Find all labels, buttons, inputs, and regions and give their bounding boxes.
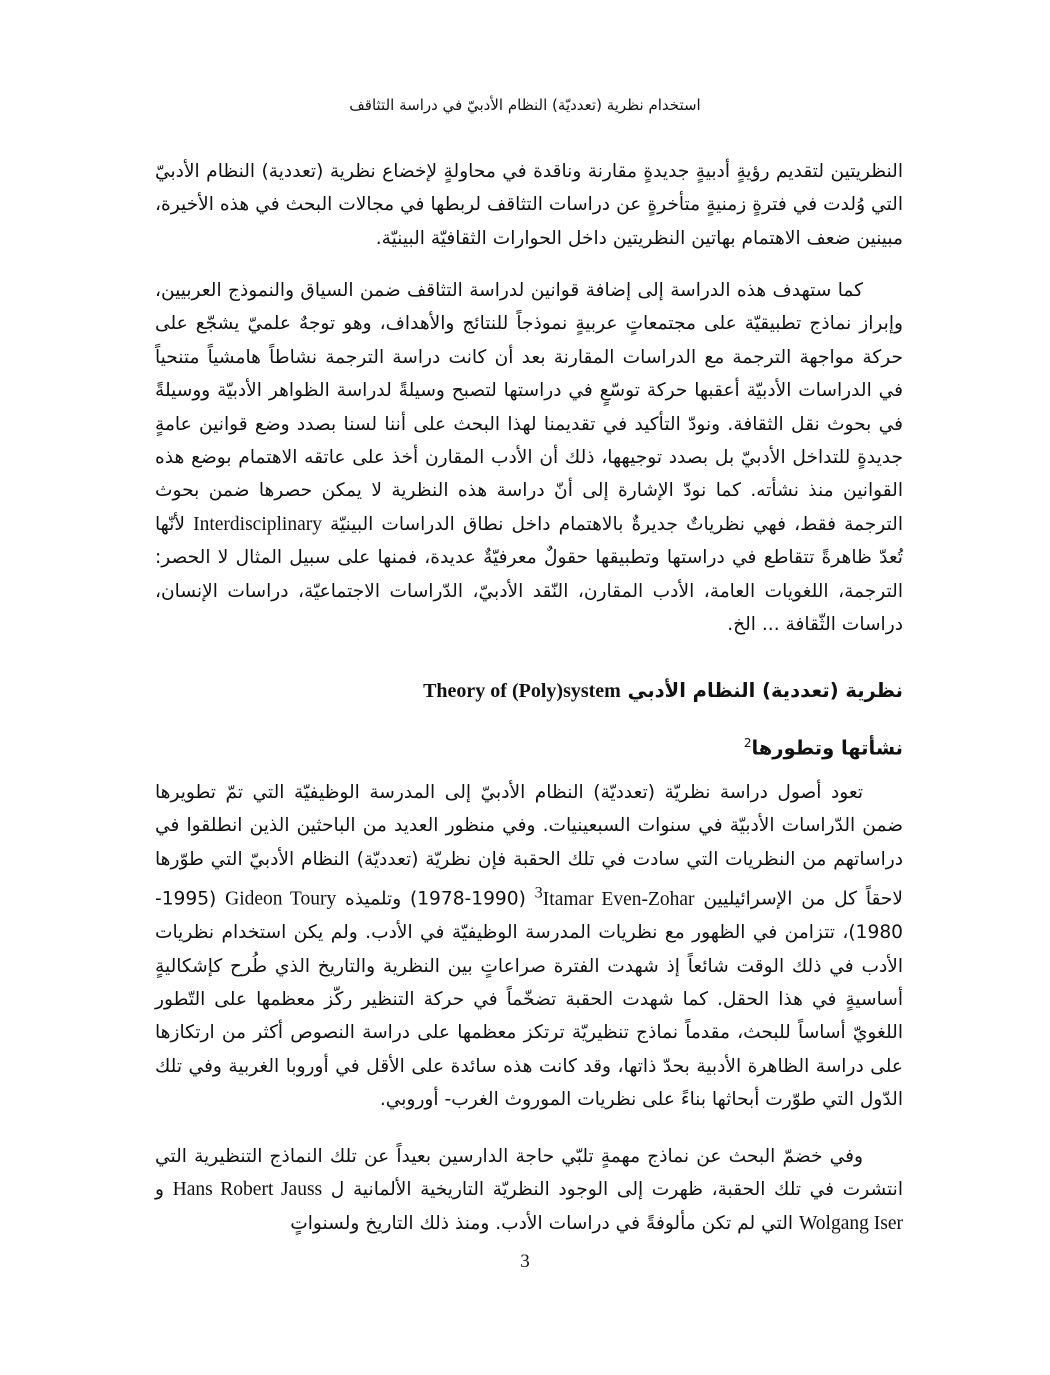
latin-term: Interdisciplinary (193, 513, 322, 535)
author-name-text: Itamar Even-Zohar (542, 888, 695, 910)
paragraph-text: وفي خضمّ البحث عن نماذج مهمةٍ تلبّي حاجة الدارسين بعيداً عن تلك النماذج التنظيرية التي انتشرت في تلك الحقبة، ظهرت إلى الوجود النظريّة التاريخية الألمانية ل (155, 1146, 903, 1201)
footnote-marker: 3 (534, 883, 543, 902)
paragraph-text: لأنّها تُعدّ ظاهرةً تتقاطع في دراستها وتطبيقها حقولٌ معرفيّةٌ عديدة، فمنها على سبيل المثال لا الحصر: الترجمة، اللغويات العامة، الأدب المقارن، النّقد الأدبيّ، الدّراسات الاجتماعيّة، دراسات الإنسان، دراسات الثّقافة ... الخ. (155, 513, 903, 636)
paragraph-origins (155, 776, 903, 1117)
subheading-text: نشأتها وتطورها (751, 736, 903, 760)
subsection-heading (155, 728, 903, 764)
running-header: استخدام نظرية (تعدديّة) النظام الأدبيّ في دراسة التثاقف (349, 96, 701, 114)
paragraph-study-aims (155, 274, 903, 641)
paragraph-german-theory (155, 1140, 903, 1240)
section-heading (155, 676, 903, 706)
author-name: Wolgang Iser (798, 1212, 903, 1234)
page-number: 3 (520, 1251, 530, 1272)
heading-latin: Theory of (Poly)system (423, 680, 621, 702)
paragraph-text: (1990-1978) وتلميذه (345, 888, 526, 910)
conjunction-text: و (155, 1179, 164, 1201)
author-name (534, 883, 695, 910)
paragraph-text: التي لم تكن مألوفةً في دراسات الأدب. ومنذ ذلك التاريخ ولسنواتٍ (290, 1212, 794, 1234)
footnote-marker: 2 (743, 736, 752, 750)
author-name: Hans Robert Jauss (172, 1179, 323, 1201)
heading-arabic: نظرية (تعددية) النظام الأدبي (627, 679, 903, 702)
paragraph-intro-continuation: النظريتين لتقديم رؤيةٍ أدبيةٍ جديدةٍ مقارنة وناقدة في محاولةٍ لإخضاع نظرية (تعددية) النظام الأدبيّ التي وُلدت في فترةٍ زمنيةٍ متأخرةٍ عن دراسات التثاقف لربطها في مجالات البحث في هذه الأخيرة، مبينين ضعف الاهتمام بهاتين النظريتين داخل الحوارات الثقافيّة البينيّة. (155, 161, 903, 249)
author-name: Gideon Toury (225, 888, 337, 910)
paragraph-text: (1995-1980)، تتزامن في الظهور مع نظريات المدرسة الوظيفيّة في الأدب. ولم يكن استخدام نظريات الأدب في ذلك الوقت شائعاً إذ شهدت الفترة صراعاتٍ بين النظرية والتاريخ الذي طُرح كإشكاليةٍ أساسيةٍ في هذا الحقل. كما شهدت الحقبة تضخّماً في حركة التنظير ركّز معظمها على التّطور اللغويّ أساساً للبحث، مقدماً نماذج تنظيريّة ترتكز معظمها على دراسة النصوص أكثر من ارتكازها على دراسة الظاهرة الأدبية بحدّ ذاتها، وقد كانت هذه سائدة على الأقل في أوروبا الغربية وفي تلك الدّول التي طوّرت أبحاثها بناءً على نظريات الموروث الغرب- أوروبي. (155, 888, 903, 1111)
paragraph-text: كما ستهدف هذه الدراسة إلى إضافة قوانين لدراسة التثاقف ضمن السياق والنموذج العربيين، وإبراز نماذج تطبيقيّة على مجتمعاتٍ عربيةٍ نموذجاً للنتائج والأهداف، وهو توجهٌ علميّ يشجّع على حركة مواجهة الترجمة مع الدراسات المقارنة بعد أن كانت دراسة الترجمة نشاطاً هامشياً متنحياً في الدراسات الأدبيّة أعقبها حركة توسّعٍ في دراستها لتصبح وسيلةً لدراسة الظواهر الأدبيّة ووسيلةً في بحوث نقل الثقافة. ونودّ التأكيد في تقديمنا لهذا البحث على أننا لسنا بصدد وضع قوانين عامةٍ جديدةٍ للتداخل الأدبيّ بل بصدد توجيهها، ذلك أن الأدب المقارن أخذ على عاتقه الاهتمام بوضع هذه القوانين منذ نشأته. كما نودّ الإشارة إلى أنّ دراسة هذه النظرية لا يمكن حصرها ضمن بحوث الترجمة فقط، فهي نظرياتٌ جديرةٌ بالاهتمام داخل نطاق الدراسات البينيّة (155, 280, 903, 535)
paragraph-text: تعود أصول دراسة نظريّة (تعدديّة) النظام الأدبيّ إلى المدرسة الوظيفيّة التي تمّ تطويرها ضمن الدّراسات الأدبيّة في سنوات السبعينيات. وفي منظور العديد من الباحثين الذين انطلقوا في دراساتهم من النظريات التي سادت في تلك الحقبة فإن نظريّة (تعدديّة) النظام الأدبيّ التي طوّرها لاحقاً كل من الإسرائيليين (155, 782, 903, 910)
